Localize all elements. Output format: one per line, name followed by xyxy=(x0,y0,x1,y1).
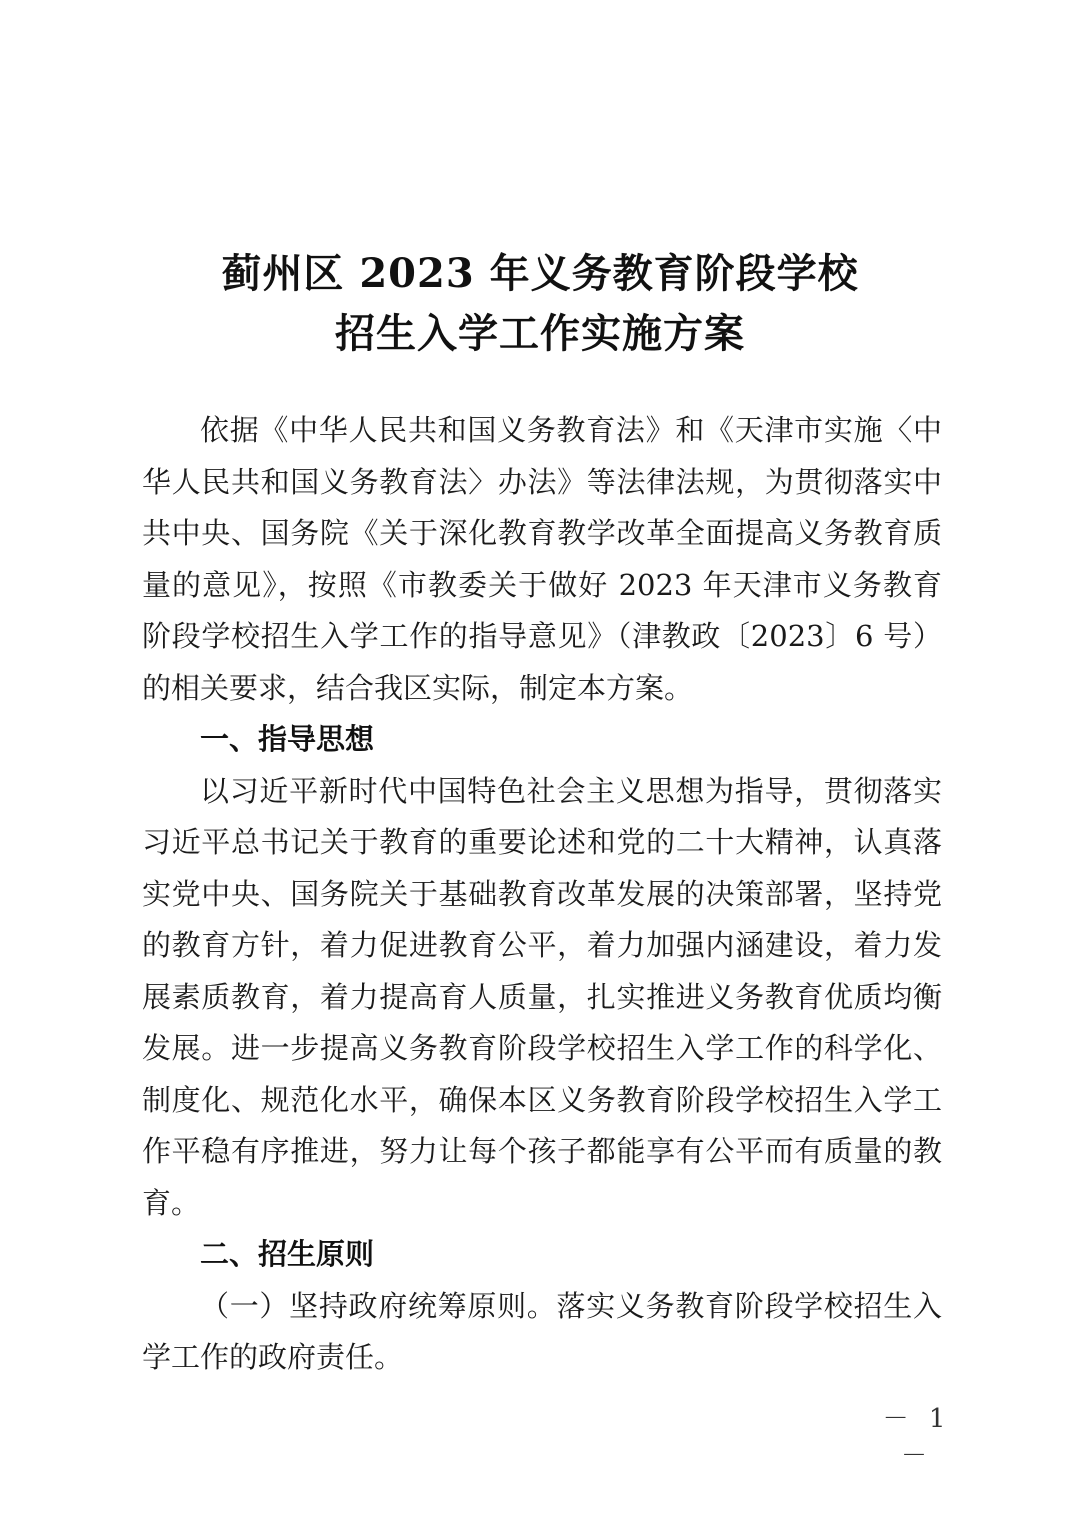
principle-item-1: （一）坚持政府统筹原则。落实义务教育阶段学校招生入学工作的政府责任。 xyxy=(142,1288,942,1374)
title-line-2: 招生入学工作实施方案 xyxy=(335,310,745,357)
title-line-1: 蓟州区 2023 年义务教育阶段学校 xyxy=(221,250,859,297)
guiding-ideology-paragraph: 以习近平新时代中国特色社会主义思想为指导，贯彻落实习近平总书记关于教育的重要论述和党的二十大精神，认真落实党中央、国务院关于基础教育改革发展的决策部署，坚持党的教育方针，着力促进教育公平，着力加强内涵建设，着力发展素质教育，着力提高育人质量，扎实推进义务教育优质均衡发展。进一步提高义务教育阶段学校招生入学工作的科学化、制度化、规范化水平，确保本区义务教育阶段学校招生入学工作平稳有序推进，努力让每个孩子都能享有公平而有质量的教育。 xyxy=(142,773,942,1220)
section-heading-guiding-ideology: 一、指导思想 xyxy=(200,722,375,756)
intro-paragraph: 依据《中华人民共和国义务教育法》和《天津市实施〈中华人民共和国义务教育法〉办法》等法律法规，为贯彻落实中共中央、国务院《关于深化教育教学改革全面提高义务教育质量的意见》，按照《市教委关于做好 2023 年天津市义务教育阶段学校招生入学工作的指导意见》（津教政〔2023〕6 号）的相关要求，结合我区实际，制定本方案。 xyxy=(142,413,942,705)
document-title xyxy=(0,244,1080,364)
document-body xyxy=(142,405,942,1384)
page-number: － 1 － xyxy=(882,1404,952,1471)
section-heading-enrollment-principles: 二、招生原则 xyxy=(200,1237,375,1271)
